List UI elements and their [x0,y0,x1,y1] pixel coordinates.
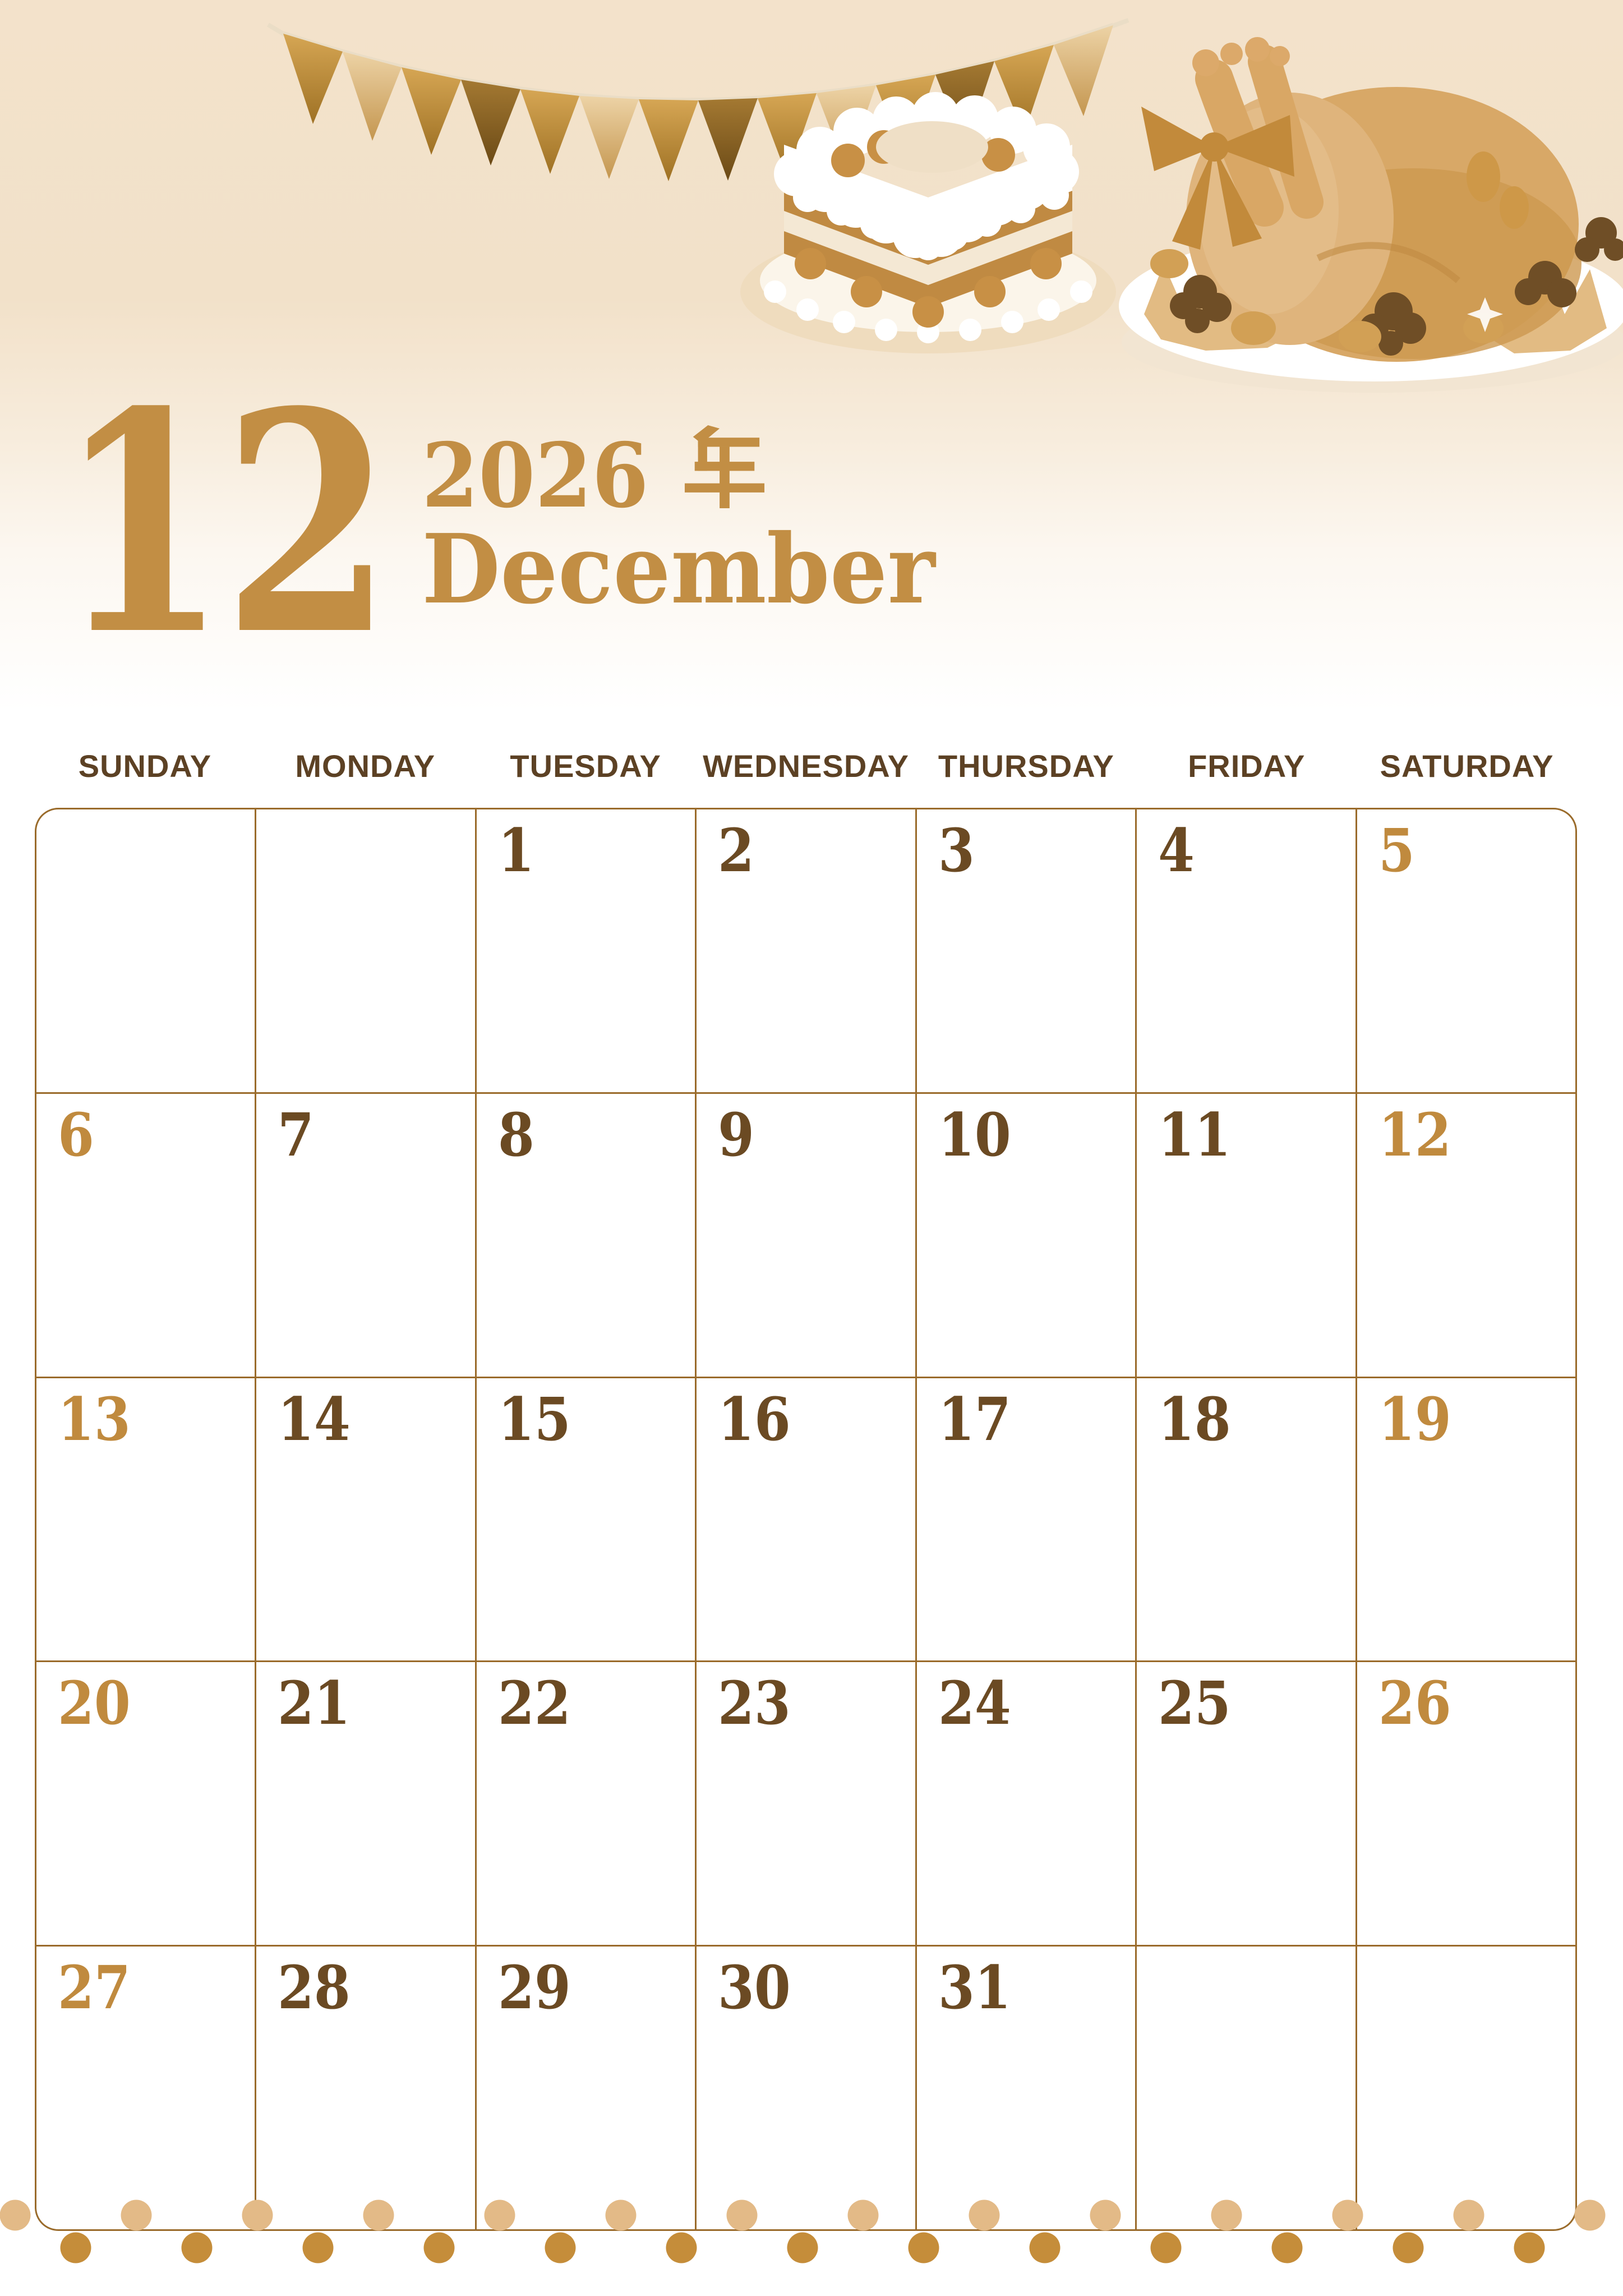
day-number: 26 [1378,1668,1451,1738]
weekday-thursday: THURSDAY [938,748,1114,784]
day-number: 23 [718,1668,791,1738]
year-text: 2026 [422,424,649,528]
day-cell [36,1094,255,1377]
day-cell [36,809,255,1092]
day-number: 7 [278,1099,315,1170]
day-number: 6 [58,1099,94,1170]
day-number: 17 [938,1383,1011,1454]
day-number: 27 [58,1952,131,2023]
weekday-saturday: SATURDAY [1380,748,1554,784]
weekday-monday: MONDAY [295,748,436,784]
day-cell [475,1094,695,1377]
weekday-friday: FRIDAY [1188,748,1306,784]
day-cell [36,1378,255,1661]
day-number: 22 [497,1668,571,1738]
day-number: 30 [718,1952,791,2023]
day-number: 29 [497,1952,571,2023]
day-number: 13 [58,1383,131,1454]
day-number: 25 [1158,1668,1231,1738]
day-number: 4 [1158,815,1195,885]
weekday-tuesday: TUESDAY [510,748,661,784]
day-number: 24 [938,1668,1011,1738]
day-cell [475,1662,695,1945]
week-row-4 [36,1660,1575,1945]
day-cell [255,1378,474,1661]
cake-illustration [740,92,1116,353]
day-number: 11 [1158,1099,1231,1170]
day-cell [36,1662,255,1945]
day-number: 16 [718,1383,791,1454]
day-cell [1135,1094,1355,1377]
day-cell [915,1094,1135,1377]
month-number: 12 [58,346,389,702]
day-number: 9 [718,1099,755,1170]
day-cell [1355,1662,1575,1945]
day-number: 21 [278,1668,351,1738]
potato-garnish [1150,249,1504,352]
day-cell [695,1662,915,1945]
day-cell [915,1662,1135,1945]
weekday-header-row [35,748,1577,784]
weekday-wednesday: WEDNESDAY [703,748,909,784]
bottom-dot-border [0,2177,1623,2296]
turkey-illustration [1119,37,1623,393]
day-cell [255,809,474,1092]
week-row-2 [36,1092,1575,1377]
year-suffix-glyph [683,425,766,508]
day-number: 12 [1378,1099,1451,1170]
calendar-grid [35,808,1577,2231]
day-number: 3 [938,815,975,885]
ribbon-bow [1141,107,1294,250]
day-cell [1355,1378,1575,1661]
day-number: 31 [938,1952,1011,2023]
day-cell [1135,809,1355,1092]
day-cell [695,1094,915,1377]
year-line [422,424,766,528]
month-name: December [422,513,935,625]
day-cell [255,1094,474,1377]
day-cell [915,809,1135,1092]
day-number: 28 [278,1952,351,2023]
day-number: 14 [278,1383,351,1454]
day-number: 5 [1378,815,1415,885]
day-number: 15 [497,1383,571,1454]
day-number: 19 [1378,1383,1451,1454]
day-cell [475,809,695,1092]
weekday-sunday: SUNDAY [78,748,212,784]
week-row-3 [36,1377,1575,1661]
week-row-1 [36,809,1575,1092]
day-number: 2 [718,815,755,885]
day-number: 20 [58,1668,131,1738]
day-cell [1355,809,1575,1092]
day-cell [695,809,915,1092]
day-cell [475,1378,695,1661]
broccoli-garnish [1170,217,1623,356]
day-number: 10 [938,1099,1011,1170]
day-number: 1 [497,815,534,885]
day-cell [1135,1662,1355,1945]
day-cell [1355,1094,1575,1377]
day-cell [915,1378,1135,1661]
garland-illustration [268,20,1128,181]
day-cell [255,1662,474,1945]
day-cell [1135,1378,1355,1661]
day-number: 8 [497,1099,534,1170]
day-number: 18 [1158,1383,1231,1454]
day-cell [695,1378,915,1661]
sparkle [1467,297,1503,332]
